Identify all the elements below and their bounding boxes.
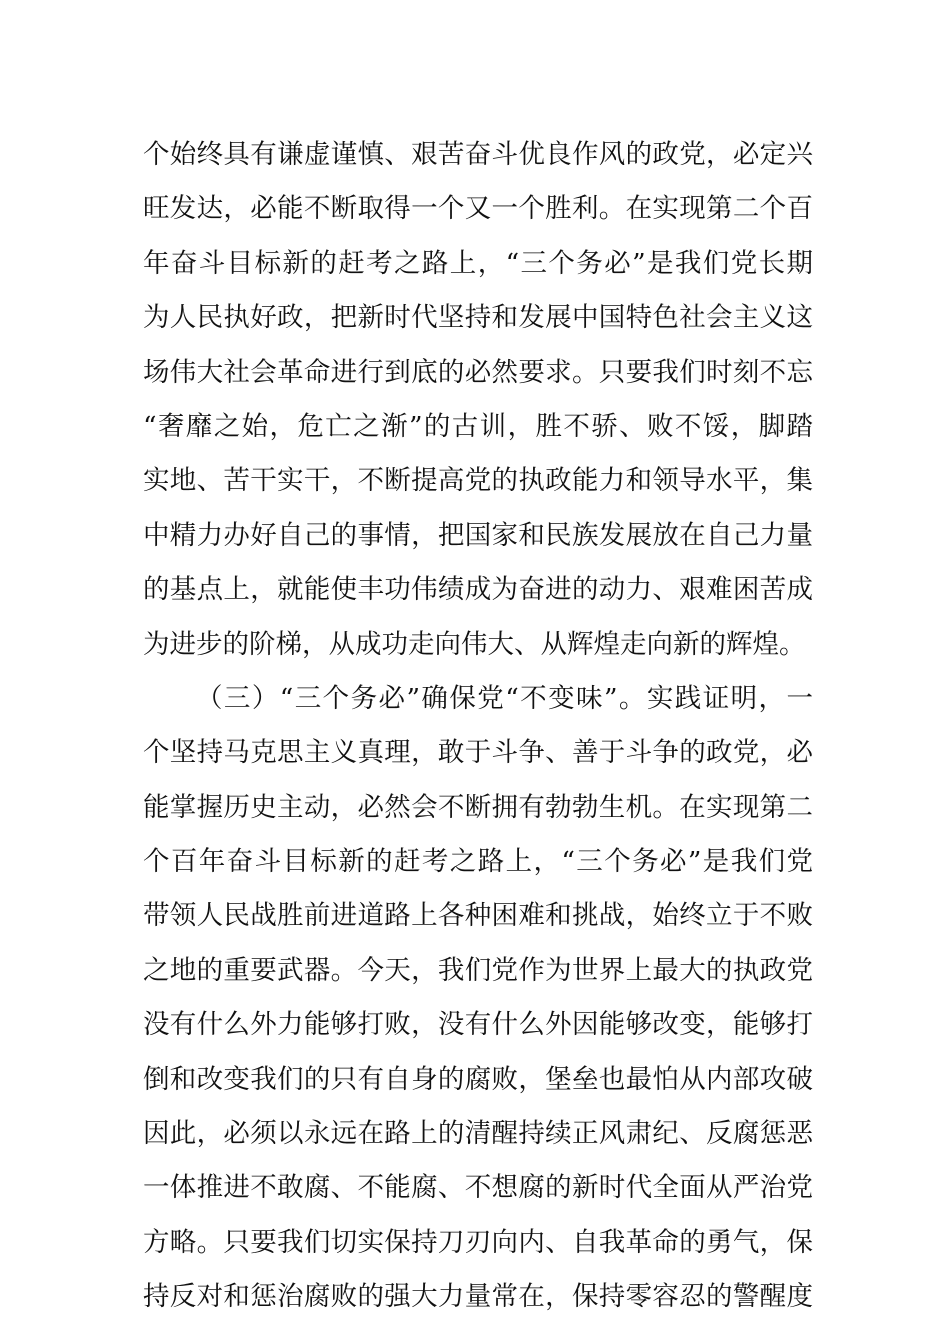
text-line: 年奋斗目标新的赶考之路上，“三个务必”是我们党长期: [143, 247, 813, 279]
text-line: 之地的重要武器。今天，我们党作为世界上最大的执政党: [143, 954, 813, 986]
text-line: 个坚持马克思主义真理，敢于斗争、善于斗争的政党，必: [143, 737, 813, 769]
text-line: 倒和改变我们的只有自身的腐败，堡垒也最怕从内部攻破: [143, 1063, 813, 1095]
text-line: 持反对和惩治腐败的强大力量常在，保持零容忍的警醒度: [143, 1281, 813, 1313]
text-line: 一体推进不敢腐、不能腐、不想腐的新时代全面从严治党: [143, 1172, 813, 1204]
text-line: 个始终具有谦虚谨慎、艰苦奋斗优良作风的政党，必定兴: [143, 139, 813, 170]
text-line: 的基点上，就能使丰功伟绩成为奋进的动力、艰难困苦成: [143, 574, 813, 606]
text-line: 场伟大社会革命进行到底的必然要求。只要我们时刻不忘: [143, 356, 813, 388]
text-line: 方略。只要我们切实保持刀刃向内、自我革命的勇气，保: [143, 1226, 813, 1258]
text-line: 中精力办好自己的事情，把国家和民族发展放在自己力量: [143, 519, 813, 551]
text-line: 带领人民战胜前进道路上各种困难和挑战，始终立于不败: [143, 900, 813, 932]
text-line: 没有什么外力能够打败，没有什么外因能够改变，能够打: [143, 1009, 813, 1041]
text-line: 能掌握历史主动，必然会不断拥有勃勃生机。在实现第二: [143, 791, 813, 823]
text-line: 旺发达，必能不断取得一个又一个胜利。在实现第二个百: [143, 193, 813, 225]
text-line: “奢靡之始，危亡之渐”的古训，胜不骄、败不馁，脚踏: [143, 410, 813, 442]
text-line: 为进步的阶梯，从成功走向伟大、从辉煌走向新的辉煌。: [143, 628, 806, 660]
text-line: 个百年奋斗目标新的赶考之路上，“三个务必”是我们党: [143, 846, 813, 878]
text-line: 实地、苦干实干，不断提高党的执政能力和领导水平，集: [143, 465, 813, 497]
text-line: 因此，必须以永远在路上的清醒持续正风肃纪、反腐惩恶: [143, 1118, 813, 1150]
text-line: （三）“三个务必”确保党“不变味”。实践证明，一: [196, 682, 813, 714]
text-line: 为人民执好政，把新时代坚持和发展中国特色社会主义这: [143, 302, 813, 334]
body-text: [143, 128, 813, 1325]
